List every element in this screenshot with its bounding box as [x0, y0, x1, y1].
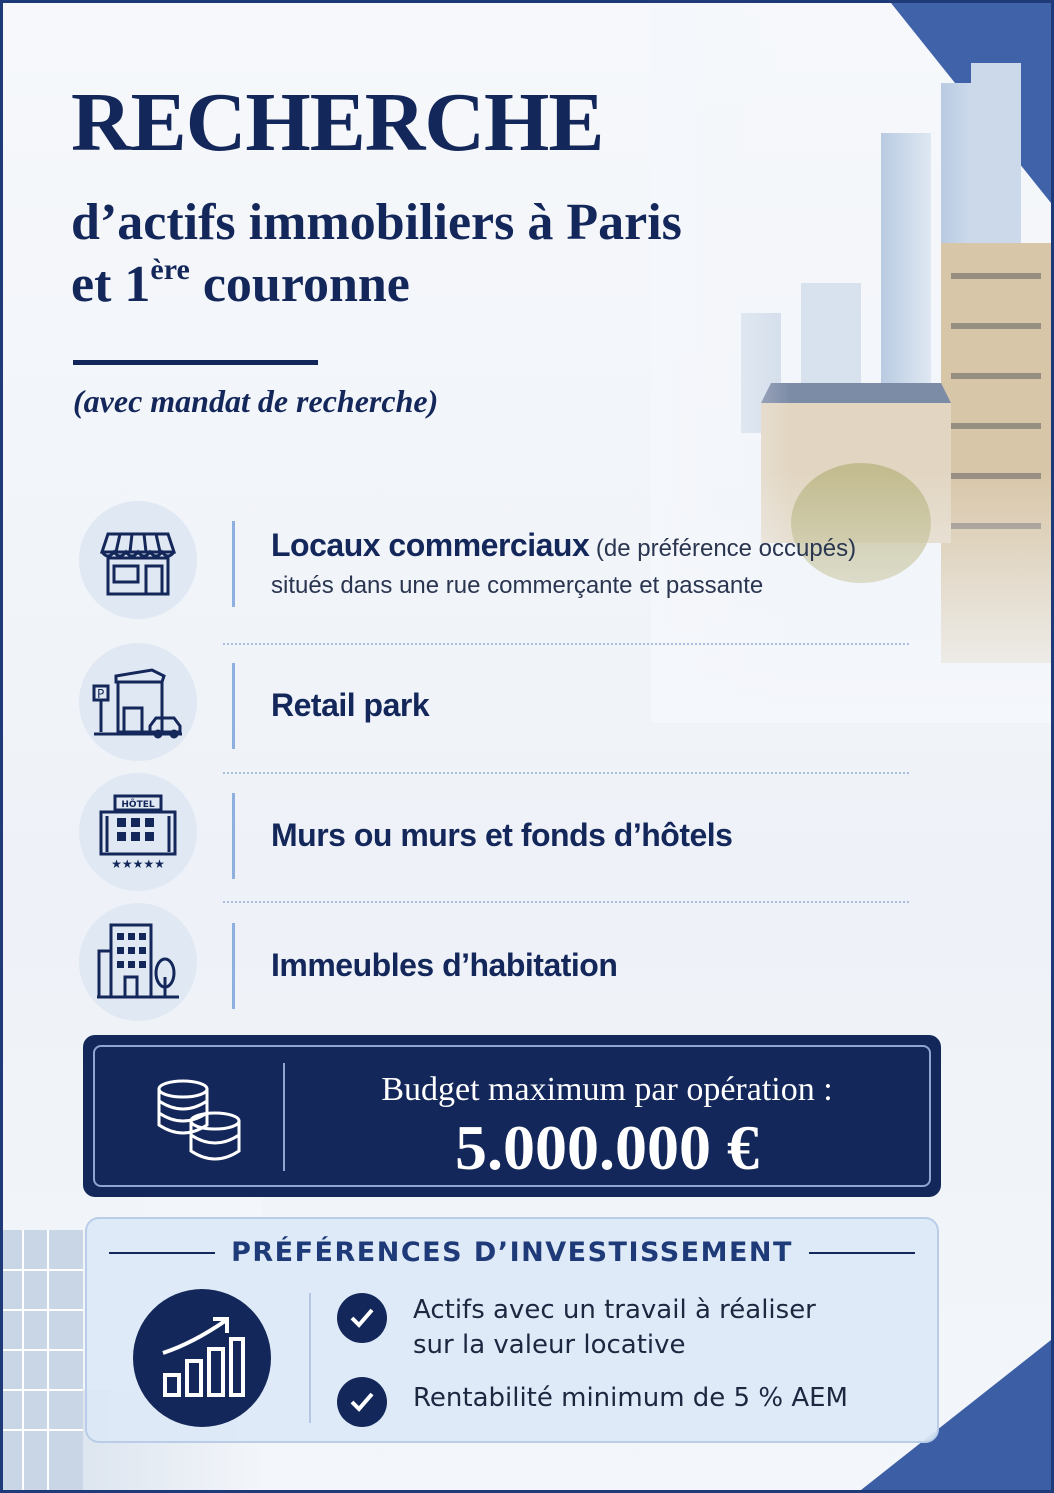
preference-line-1: Rentabilité minimum de 5 % AEM: [413, 1383, 848, 1413]
item-divider: [232, 663, 235, 749]
item-title: Immeubles d’habitation: [271, 946, 618, 983]
subtitle-line-2: [71, 253, 771, 315]
budget-value: 5.000.000 €: [455, 1112, 759, 1183]
subtitle-prefix: et 1: [71, 255, 151, 313]
icon-circle: [79, 643, 197, 761]
item-title-main: Locaux commerciaux: [271, 526, 590, 563]
item-divider: [232, 923, 235, 1009]
asset-item-hotel: [79, 773, 909, 897]
budget-inner: [93, 1045, 931, 1187]
preference-line-2: sur la valeur locative: [413, 1330, 686, 1361]
preferences-panel: [85, 1217, 939, 1443]
growth-chart-icon: [157, 1313, 247, 1403]
icon-circle: [79, 773, 197, 891]
page-title: RECHERCHE: [71, 76, 604, 169]
asset-item-residential: [79, 903, 909, 1027]
preferences-icon-circle: [133, 1289, 271, 1427]
item-title: Retail park: [271, 686, 430, 723]
budget-label: Budget maximum par opération :: [381, 1071, 833, 1108]
page-subtitle: [71, 193, 771, 315]
item-text: [271, 773, 732, 897]
mandate-note: (avec mandat de recherche): [73, 383, 439, 419]
item-title: [271, 527, 856, 564]
check-icon: [337, 1293, 387, 1343]
item-text: [271, 501, 856, 625]
check-icon: [337, 1377, 387, 1427]
heading-line-right: [809, 1252, 915, 1254]
subtitle-line-1: d’actifs immobiliers à Paris: [71, 194, 682, 251]
budget-panel: [83, 1035, 941, 1197]
item-subtitle: situés dans une rue commerçante et passante: [271, 571, 764, 599]
preference-item: [337, 1293, 883, 1364]
heading-line-left: [109, 1252, 215, 1254]
retail-park-icon: [90, 662, 186, 742]
preference-text: [413, 1381, 883, 1416]
preferences-heading: [109, 1237, 915, 1268]
preferences-title: PRÉFÉRENCES D’INVESTISSEMENT: [231, 1237, 793, 1268]
item-divider: [232, 793, 235, 879]
asset-item-retail-park: [79, 643, 909, 767]
preference-line-1: Actifs avec un travail à réaliser: [413, 1295, 816, 1325]
icon-circle: [79, 903, 197, 1021]
svg-text:P: P: [97, 687, 105, 701]
asset-item-commercial: [79, 501, 909, 625]
title-divider: [73, 360, 318, 365]
item-divider: [232, 521, 235, 607]
svg-text:★★★★★: ★★★★★: [111, 857, 165, 871]
subtitle-suffix: couronne: [189, 255, 410, 313]
subtitle-superscript: ère: [150, 252, 190, 286]
hotel-icon-label: HÔTEL: [121, 800, 155, 810]
item-text: [271, 643, 429, 767]
coins-stack-icon: [153, 1077, 245, 1165]
apartment-building-icon: [95, 921, 181, 1003]
storefront-icon: [98, 520, 178, 600]
item-title: Murs ou murs et fonds d’hôtels: [271, 816, 733, 853]
item-note: (de préférence occupés): [589, 534, 857, 562]
preferences-divider: [309, 1293, 311, 1423]
icon-circle: [79, 501, 197, 619]
preference-item: [337, 1377, 883, 1427]
item-text: [271, 903, 617, 1027]
hotel-icon: [93, 792, 183, 872]
preference-text: [413, 1293, 883, 1364]
